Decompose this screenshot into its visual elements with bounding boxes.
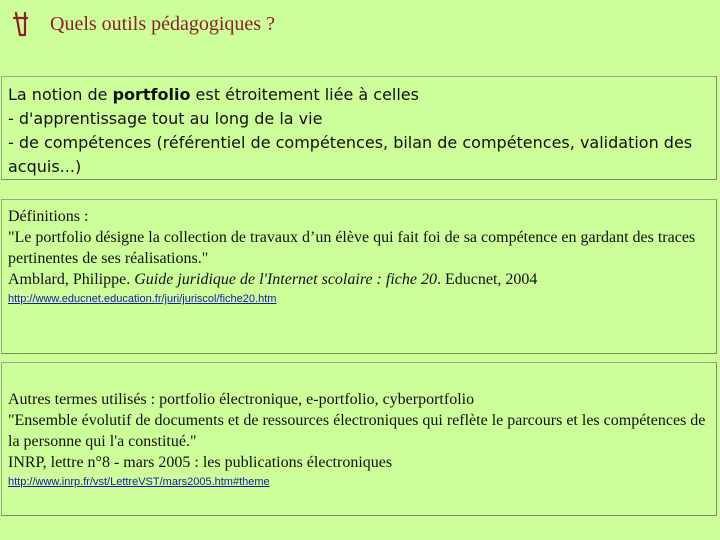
definitions-box <box>1 199 717 354</box>
notion-text-pre: La notion de <box>8 85 113 104</box>
pencils-icon <box>10 9 36 39</box>
citation-author: Amblard, Philippe. <box>8 271 135 288</box>
notion-line <box>8 83 710 107</box>
notion-keyword: portfolio <box>112 85 191 104</box>
inrp-link[interactable]: http://www.inrp.fr/vst/LettreVST/mars2005.htm#theme <box>8 476 270 488</box>
competences-line: - de compétences (référentiel de compétences, bilan de compétences, validation des acquis...) <box>8 133 693 176</box>
apprentissage-line: - d'apprentissage tout au long de la vie <box>8 109 323 128</box>
inrp-citation: INRP, lettre n°8 - mars 2005 : les publications électroniques <box>8 454 393 471</box>
educnet-link[interactable]: http://www.educnet.education.fr/juri/juriscol/fiche20.htm <box>8 293 277 305</box>
portfolio-notion-box <box>1 76 717 180</box>
citation-source: . Educnet, 2004 <box>436 271 538 288</box>
page-header <box>10 6 275 42</box>
definitions-heading: Définitions : <box>8 208 89 225</box>
citation-title: Guide juridique de l'Internet scolaire : fiche 20 <box>134 271 437 288</box>
notion-text-post: est étroitement liée à celles <box>190 85 419 104</box>
definition-citation <box>8 269 710 290</box>
definition-quote: "Le portfolio désigne la collection de travaux d’un élève qui fait foi de sa compétence en gardant des traces pertinentes de ses réalisations." <box>8 229 696 267</box>
page-title: Quels outils pédagogiques ? <box>50 12 275 35</box>
ensemble-quote: "Ensemble évolutif de documents et de ressources électroniques qui reflète le parcours et les compétences de la personne qui l'a constitué." <box>8 412 706 450</box>
other-terms-line: Autres termes utilisés : portfolio électronique, e-portfolio, cyberportfolio <box>8 391 475 408</box>
other-terms-box <box>1 362 717 516</box>
